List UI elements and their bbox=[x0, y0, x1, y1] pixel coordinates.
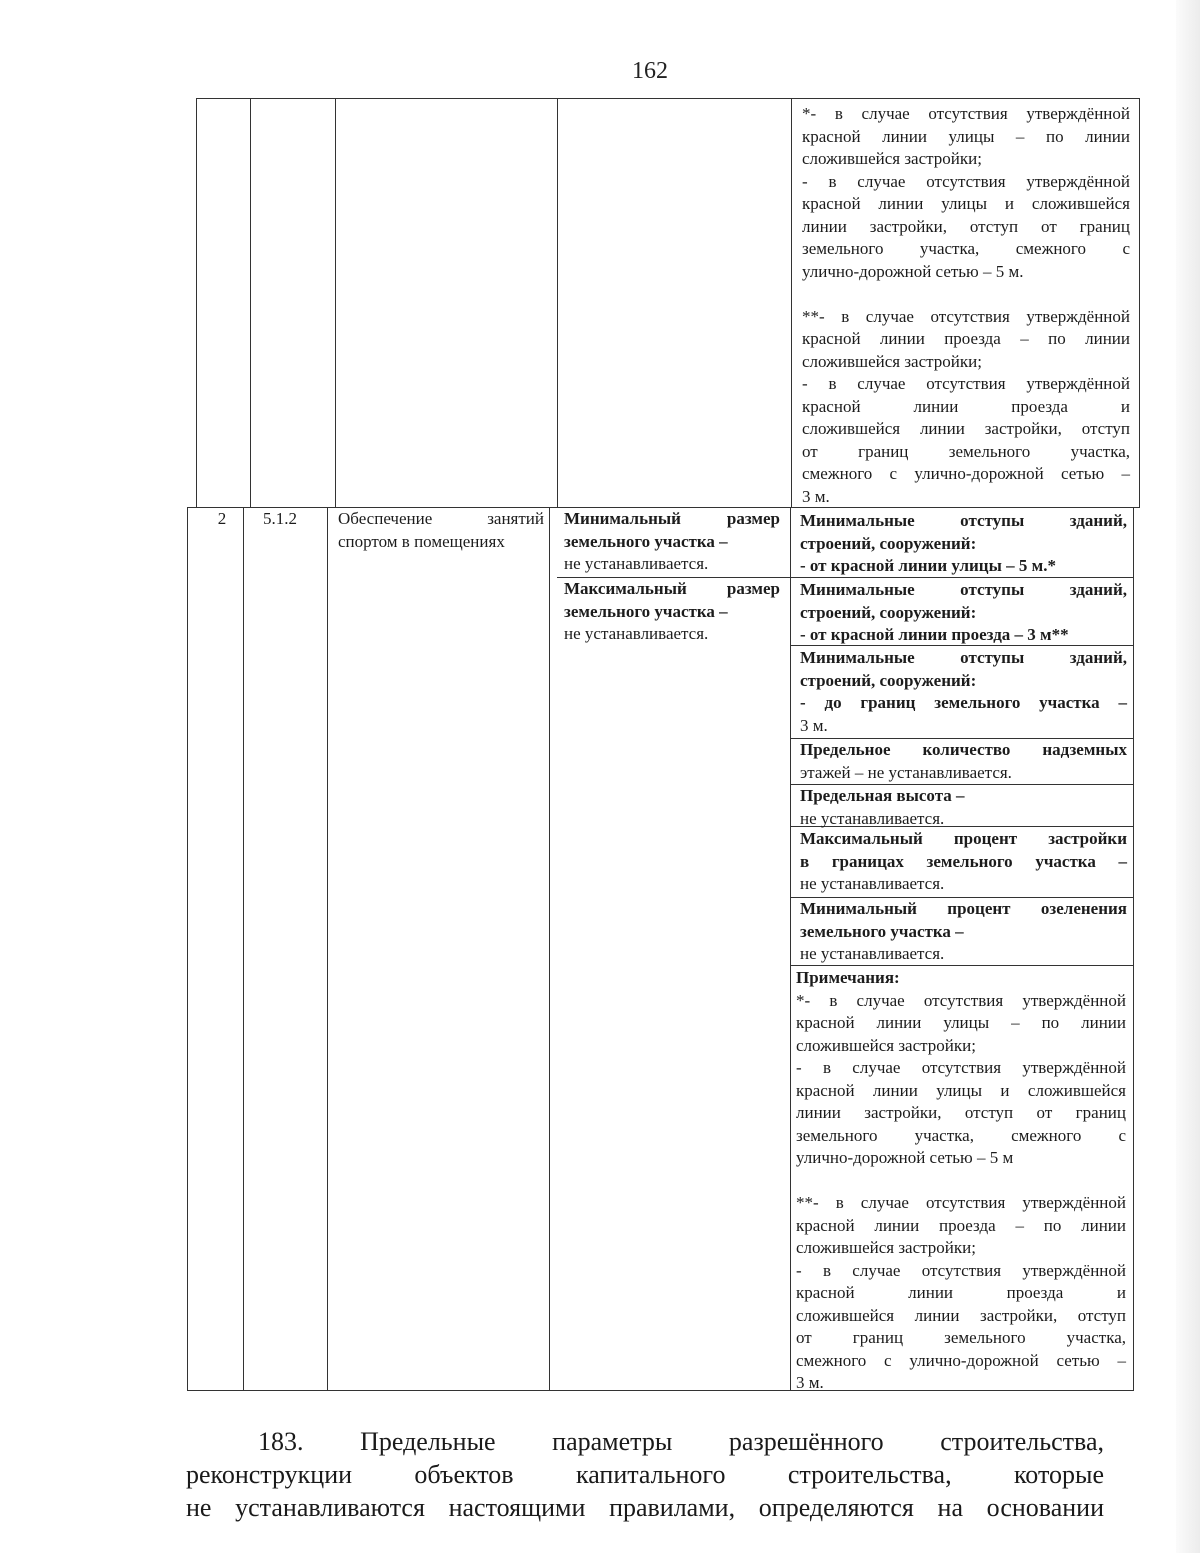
note-line: красной линии улицы и сложившейся bbox=[796, 1080, 1126, 1100]
max-size-cell bbox=[564, 578, 780, 646]
note-line: от границ земельного участка, bbox=[796, 1328, 1126, 1347]
param-line: этажей – не устанавливается. bbox=[800, 762, 1012, 782]
note-line: земельного участка, смежного с bbox=[796, 1125, 1126, 1145]
max-size-line: земельного участка – bbox=[564, 601, 728, 621]
note-line: красной линии улицы – по линии bbox=[802, 126, 1130, 146]
param-setback-passage bbox=[800, 579, 1127, 647]
param-line: строений, сооружений: bbox=[800, 670, 977, 690]
note-line: *- в случае отсутствия утверждённой bbox=[802, 104, 1130, 123]
row-number: 2 bbox=[217, 509, 227, 528]
row2-notes-cell bbox=[796, 967, 1126, 1395]
param-line: Минимальные отступы зданий, bbox=[800, 511, 1127, 530]
param-line: строений, сооружений: bbox=[800, 602, 977, 622]
note-line: улично-дорожной сетью – 5 м. bbox=[802, 261, 1024, 281]
param-line: Минимальные отступы зданий, bbox=[800, 648, 1127, 667]
note-line: красной линии проезда – по линии bbox=[802, 329, 1130, 348]
note-line: *- в случае отсутствия утверждённой bbox=[796, 990, 1126, 1010]
param-line: не устанавливается. bbox=[800, 874, 945, 893]
param-line: - до границ земельного участка – bbox=[800, 693, 1127, 712]
param-line: не устанавливается. bbox=[800, 944, 945, 963]
note-line: сложившейся застройки; bbox=[796, 1238, 976, 1257]
param-line: Предельное количество надземных bbox=[800, 740, 1127, 759]
note-line: смежного с улично-дорожной сетью – bbox=[802, 464, 1130, 483]
paragraph-line: 183. Предельные параметры разрешённого строительства, bbox=[258, 1427, 1104, 1456]
param-setback-street bbox=[800, 510, 1127, 578]
max-size-line: Максимальный размер bbox=[564, 579, 780, 598]
row-use-name bbox=[338, 508, 544, 553]
note-line: **- в случае отсутствия утверждённой bbox=[802, 306, 1130, 326]
min-size-line: земельного участка – bbox=[564, 531, 728, 551]
param-line: строений, сооружений: bbox=[800, 533, 977, 553]
note-line: линии застройки, отступ от границ bbox=[802, 216, 1130, 236]
notes-title: Примечания: bbox=[796, 968, 900, 987]
note-line: - в случае отсутствия утверждённой bbox=[802, 374, 1130, 393]
note-line: сложившейся застройки; bbox=[796, 1035, 976, 1055]
param-line: - от красной линии проезда – 3 м** bbox=[800, 625, 1069, 644]
note-line: красной линии проезда и bbox=[802, 396, 1130, 416]
paragraph-line: реконструкции объектов капитального строительства, которые bbox=[186, 1460, 1104, 1489]
param-line: Предельная высота – bbox=[800, 786, 965, 805]
row-code: 5.1.2 bbox=[263, 509, 297, 528]
note-line: красной линии улицы и сложившейся bbox=[802, 194, 1130, 213]
use-name-line: Обеспечение занятий bbox=[338, 509, 544, 528]
min-size-line: Минимальный размер bbox=[564, 509, 780, 528]
body-paragraph bbox=[186, 1425, 1104, 1524]
note-line: смежного с улично-дорожной сетью – bbox=[796, 1350, 1126, 1370]
param-line: Максимальный процент застройки bbox=[800, 829, 1127, 848]
top-notes-cell bbox=[802, 103, 1130, 508]
min-size-cell bbox=[564, 508, 780, 576]
max-size-value: не устанавливается. bbox=[564, 624, 709, 643]
note-line: 3 м. bbox=[802, 486, 830, 506]
note-line: земельного участка, смежного с bbox=[802, 239, 1130, 258]
param-line: не устанавливается. bbox=[800, 808, 945, 828]
use-name-line: спортом в помещениях bbox=[338, 531, 505, 551]
note-line: красной линии проезда – по линии bbox=[796, 1215, 1126, 1235]
page-number: 162 bbox=[632, 58, 668, 84]
paragraph-line: не устанавливаются настоящими правилами, определяются на основании bbox=[186, 1493, 1104, 1522]
note-line: - в случае отсутствия утверждённой bbox=[796, 1058, 1126, 1077]
note-line: - в случае отсутствия утверждённой bbox=[802, 171, 1130, 191]
note-line: от границ земельного участка, bbox=[802, 441, 1130, 461]
note-line: красной линии улицы – по линии bbox=[796, 1013, 1126, 1032]
note-line: сложившейся застройки; bbox=[802, 149, 982, 168]
param-line: в границах земельного участка – bbox=[800, 851, 1127, 871]
scan-page-edge bbox=[1176, 0, 1200, 1553]
param-line: Минимальный процент озеленения bbox=[800, 899, 1127, 918]
param-setback-border bbox=[800, 647, 1127, 737]
note-line: красной линии проезда и bbox=[796, 1283, 1126, 1302]
param-floors bbox=[800, 739, 1127, 784]
param-line: земельного участка – bbox=[800, 921, 964, 941]
param-green-percent bbox=[800, 898, 1127, 966]
note-line: - в случае отсутствия утверждённой bbox=[796, 1260, 1126, 1280]
note-line: сложившейся линии застройки, отступ bbox=[796, 1305, 1126, 1325]
param-line: 3 м. bbox=[800, 715, 828, 735]
note-line: улично-дорожной сетью – 5 м bbox=[796, 1148, 1014, 1167]
note-line: **- в случае отсутствия утверждённой bbox=[796, 1193, 1126, 1212]
note-line: сложившейся линии застройки, отступ bbox=[802, 419, 1130, 438]
param-build-percent bbox=[800, 828, 1127, 896]
param-line: - от красной линии улицы – 5 м.* bbox=[800, 556, 1056, 575]
note-line: сложившейся застройки; bbox=[802, 351, 982, 371]
param-line: Минимальные отступы зданий, bbox=[800, 580, 1127, 599]
min-size-value: не устанавливается. bbox=[564, 554, 709, 573]
param-height bbox=[800, 785, 1127, 830]
note-line: 3 м. bbox=[796, 1373, 824, 1392]
note-line: линии застройки, отступ от границ bbox=[796, 1103, 1126, 1122]
